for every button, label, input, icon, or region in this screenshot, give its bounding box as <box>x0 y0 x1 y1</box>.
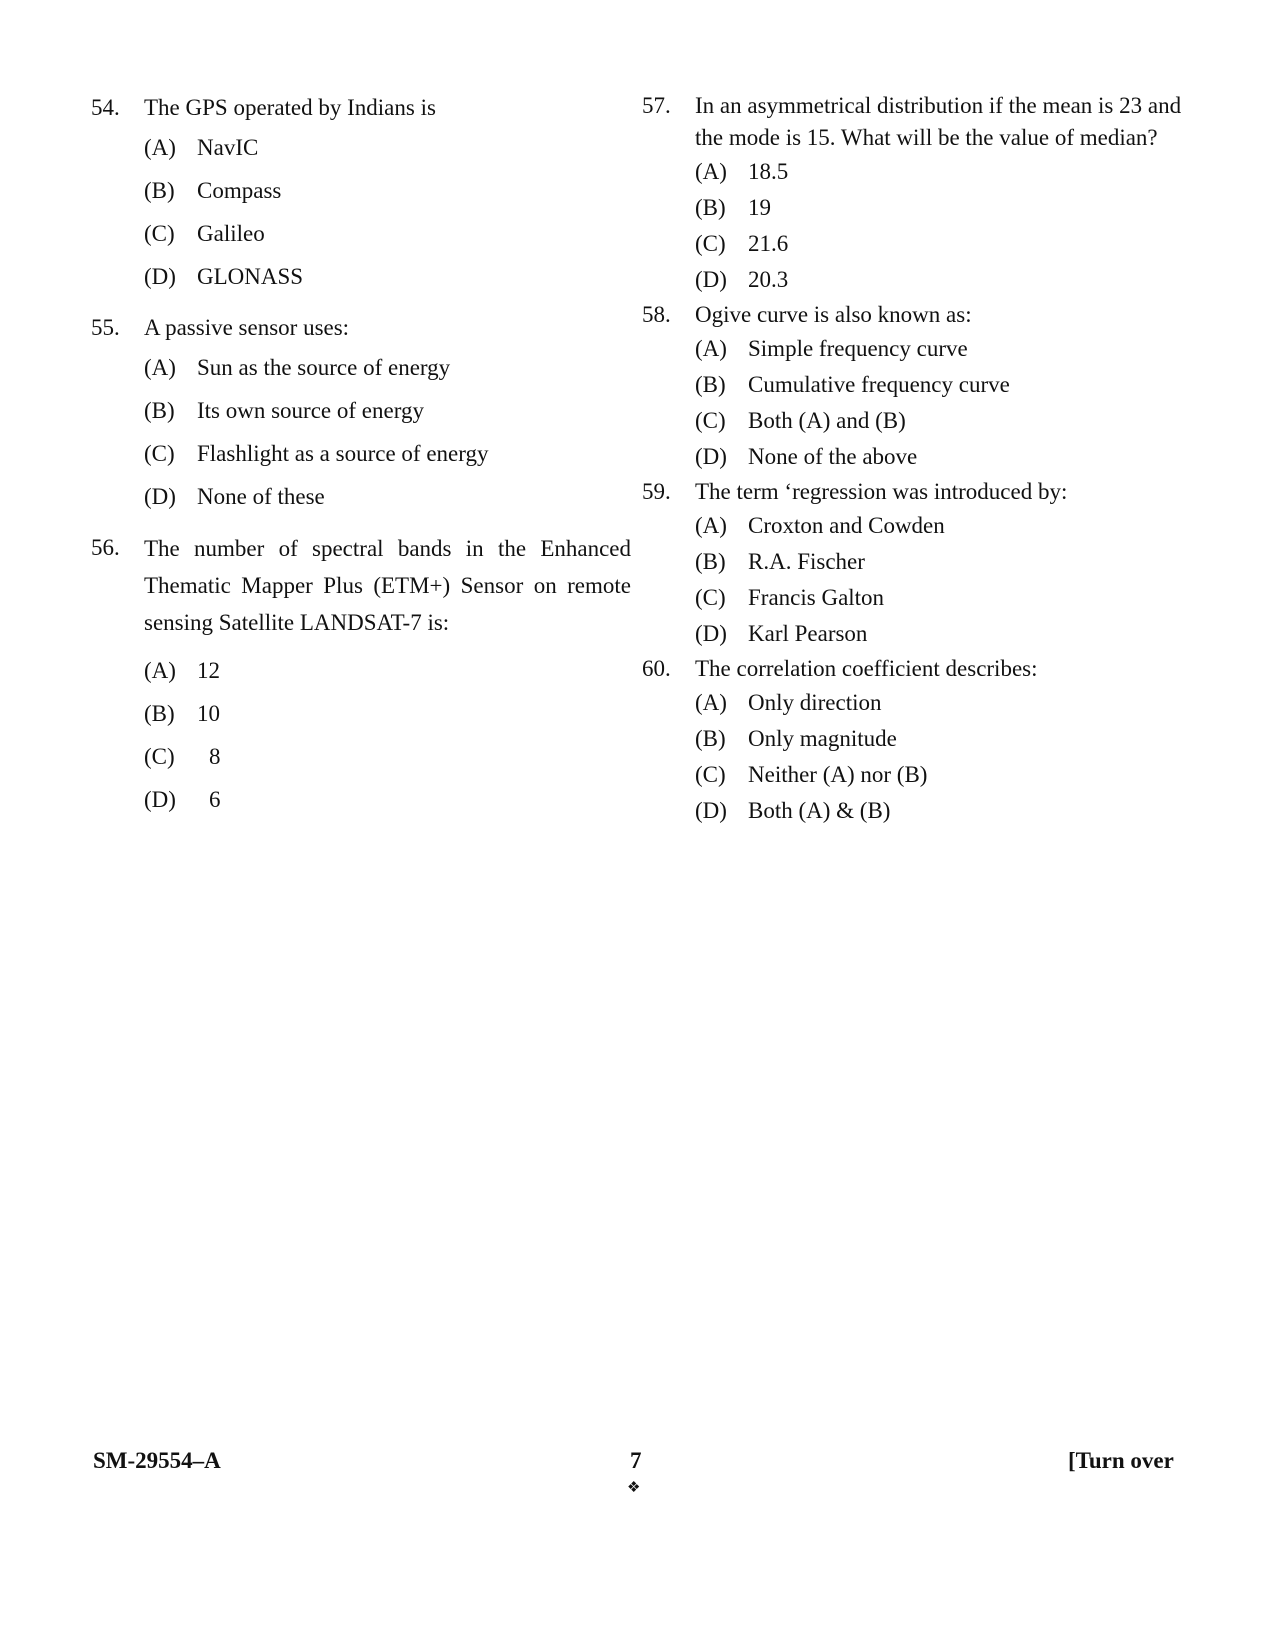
option-label: (B) <box>695 549 726 574</box>
option-text: None of the above <box>748 444 918 469</box>
option-text: Galileo <box>197 221 265 246</box>
option-text: Francis Galton <box>748 585 885 610</box>
option-label: (D) <box>144 484 176 509</box>
option-c <box>144 735 631 778</box>
option-a <box>695 685 1182 721</box>
question-54 <box>91 90 631 126</box>
left-column <box>91 90 631 821</box>
option-d <box>695 439 1182 475</box>
option-b <box>695 544 1182 580</box>
option-text: 12 <box>197 658 220 683</box>
option-a <box>695 331 1182 367</box>
question-57 <box>642 90 1182 154</box>
option-text: Karl Pearson <box>748 621 868 646</box>
page-number: 7 <box>630 1448 642 1473</box>
option-b <box>695 367 1182 403</box>
option-text: Flashlight as a source of energy <box>197 441 489 466</box>
question-58 <box>642 298 1182 331</box>
option-b <box>144 389 631 432</box>
option-label: (C) <box>695 585 726 610</box>
option-text: 21.6 <box>748 231 789 256</box>
option-text: Neither (A) nor (B) <box>748 762 928 787</box>
option-label: (A) <box>695 513 727 538</box>
option-text: Sun as the source of energy <box>197 355 451 380</box>
question-56 <box>91 530 631 641</box>
option-d <box>695 262 1182 298</box>
option-label: (B) <box>144 178 175 203</box>
question-text: Ogive curve is also known as: <box>695 302 972 327</box>
option-label: (C) <box>695 231 726 256</box>
option-label: (D) <box>695 621 727 646</box>
option-text: 18.5 <box>748 159 789 184</box>
options-54 <box>144 126 631 298</box>
question-number: 58. <box>642 302 671 327</box>
option-d <box>144 255 631 298</box>
option-text: None of these <box>197 484 325 509</box>
option-text: 8 <box>209 744 221 769</box>
option-text: 19 <box>748 195 771 220</box>
option-text: Both (A) & (B) <box>748 798 891 823</box>
option-label: (B) <box>144 398 175 423</box>
option-text: Both (A) and (B) <box>748 408 906 433</box>
option-d <box>144 475 631 518</box>
option-text: 6 <box>209 787 221 812</box>
question-number: 55. <box>91 315 120 340</box>
option-text: GLONASS <box>197 264 304 289</box>
option-c <box>144 432 631 475</box>
option-text: Its own source of energy <box>197 398 424 423</box>
option-a <box>144 126 631 169</box>
option-label: (C) <box>695 762 726 787</box>
option-label: (A) <box>144 135 176 160</box>
options-59 <box>695 508 1182 652</box>
option-a <box>695 154 1182 190</box>
options-55 <box>144 346 631 518</box>
option-label: (B) <box>695 726 726 751</box>
option-c <box>144 212 631 255</box>
option-b <box>695 190 1182 226</box>
option-label: (A) <box>144 355 176 380</box>
option-label: (B) <box>144 701 175 726</box>
question-text: A passive sensor uses: <box>144 315 350 340</box>
question-number: 54. <box>91 95 120 120</box>
paper-code: SM-29554–A <box>93 1448 221 1473</box>
option-label: (C) <box>695 408 726 433</box>
question-text: The term ‘regression was introduced by: <box>695 479 1068 504</box>
option-d <box>695 616 1182 652</box>
option-label: (A) <box>144 658 176 683</box>
question-number: 57. <box>642 93 671 118</box>
option-label: (D) <box>144 787 176 812</box>
ornament-icon: ❖ <box>627 1480 641 1496</box>
option-text: 20.3 <box>748 267 789 292</box>
question-60 <box>642 652 1182 685</box>
option-text: Cumulative frequency curve <box>748 372 1010 397</box>
option-c <box>695 403 1182 439</box>
option-label: (D) <box>695 267 727 292</box>
option-text: Only direction <box>748 690 882 715</box>
option-c <box>695 226 1182 262</box>
option-label: (B) <box>695 372 726 397</box>
option-label: (B) <box>695 195 726 220</box>
options-60 <box>695 685 1182 829</box>
question-text: The correlation coefficient describes: <box>695 656 1038 681</box>
option-a <box>144 346 631 389</box>
options-57 <box>695 154 1182 298</box>
option-label: (A) <box>695 336 727 361</box>
option-text: Simple frequency curve <box>748 336 968 361</box>
option-label: (A) <box>695 159 727 184</box>
right-column <box>642 90 1182 829</box>
question-number: 59. <box>642 479 671 504</box>
option-label: (D) <box>695 444 727 469</box>
question-text: In an asymmetrical distribution if the mean is 23 and the mode is 15. What will be the value of median? <box>695 93 1182 150</box>
question-text: The number of spectral bands in the Enhanced Thematic Mapper Plus (ETM+) Sensor on remote sensing Satellite LANDSAT-7 is: <box>144 536 631 635</box>
option-c <box>695 580 1182 616</box>
option-text: Only magnitude <box>748 726 897 751</box>
question-59 <box>642 475 1182 508</box>
option-c <box>695 757 1182 793</box>
option-b <box>144 692 631 735</box>
option-b <box>695 721 1182 757</box>
option-label: (A) <box>695 690 727 715</box>
option-text: Compass <box>197 178 282 203</box>
question-55 <box>91 310 631 346</box>
option-text: 10 <box>197 701 220 726</box>
option-b <box>144 169 631 212</box>
turn-over-label: [Turn over <box>1068 1448 1174 1473</box>
option-text: R.A. Fischer <box>748 549 865 574</box>
option-d <box>695 793 1182 829</box>
option-label: (D) <box>144 264 176 289</box>
option-a <box>695 508 1182 544</box>
option-text: NavIC <box>197 135 259 160</box>
option-label: (C) <box>144 744 175 769</box>
options-58 <box>695 331 1182 475</box>
option-label: (C) <box>144 221 175 246</box>
question-number: 60. <box>642 656 671 681</box>
question-number: 56. <box>91 535 120 560</box>
question-text: The GPS operated by Indians is <box>144 95 436 120</box>
option-a <box>144 649 631 692</box>
options-56 <box>144 649 631 821</box>
option-d <box>144 778 631 821</box>
option-text: Croxton and Cowden <box>748 513 945 538</box>
option-label: (D) <box>695 798 727 823</box>
option-label: (C) <box>144 441 175 466</box>
